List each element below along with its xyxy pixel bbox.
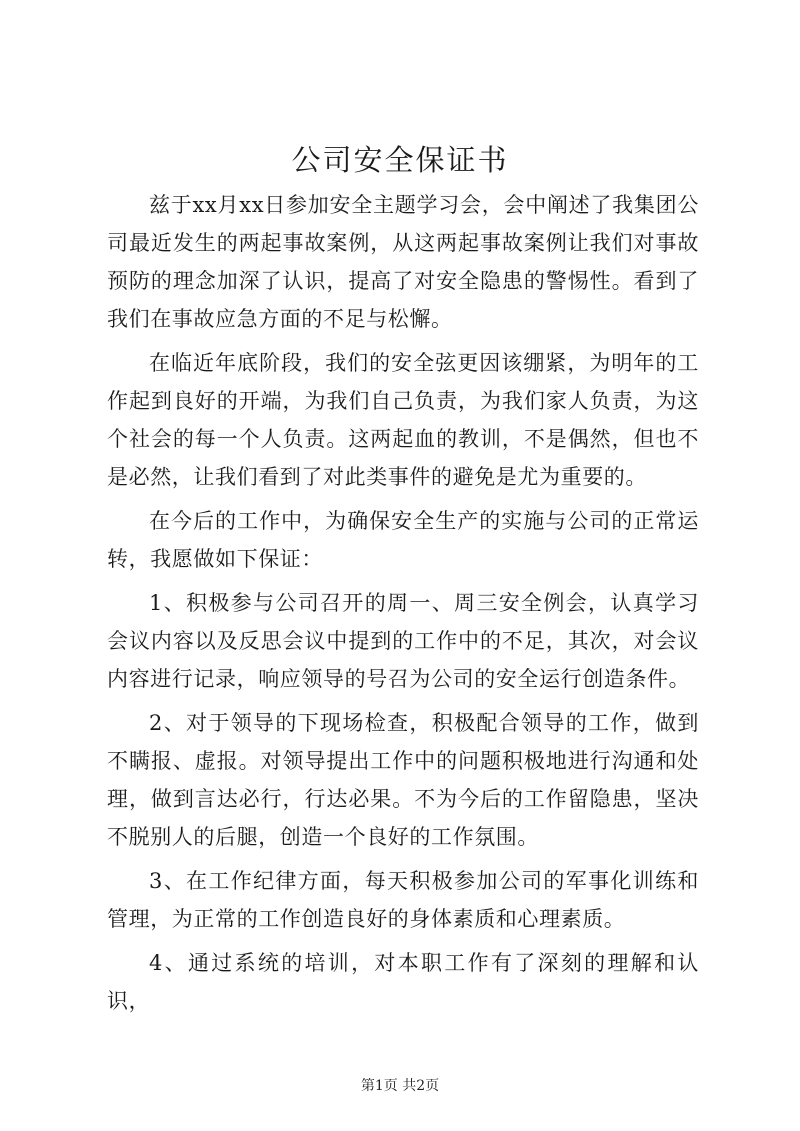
paragraph-item-2: 2、对于领导的下现场检查，积极配合领导的工作，做到不瞒报、虚报。对领导提出工作中的问题积极地进行沟通和处理，做到言达必行，行达必果。不为今后的工作留隐患，坚决不脱别人的后腿，创造一个良好的工作氛围。: [107, 711, 699, 849]
paragraph-year-end: 在临近年底阶段，我们的安全弦更因该绷紧，为明年的工作起到良好的开端，为我们自己负责，为我们家人负责，为这个社会的每一个人负责。这两起血的教训，不是偶然，但也不是必然，让我们看到了对此类事件的避免是尤为重要的。: [107, 351, 699, 489]
paragraph-item-3: 3、在工作纪律方面，每天积极参加公司的军事化训练和管理，为正常的工作创造良好的身体素质和心理素质。: [107, 869, 699, 931]
paragraph-pledge-intro: 在今后的工作中，为确保安全生产的实施与公司的正常运转，我愿做如下保证：: [107, 509, 699, 571]
page-footer: 第1页 共2页: [360, 1078, 440, 1094]
paragraph-intro: 兹于xx月xx日参加安全主题学习会，会中阐述了我集团公司最近发生的两起事故案例，从这两起事故案例让我们对事故预防的理念加深了认识，提高了对安全隐患的警惕性。看到了我们在事故应急方面的不足与松懈。: [107, 193, 699, 331]
document-body: [107, 186, 699, 1026]
paragraph-item-1: 1、积极参与公司召开的周一、周三安全例会，认真学习会议内容以及反思会议中提到的工作中的不足，其次，对会议内容进行记录，响应领导的号召为公司的安全运行创造条件。: [107, 591, 699, 691]
paragraph-item-4: 4、通过系统的培训，对本职工作有了深刻的理解和认识，: [107, 951, 699, 1013]
document-title: 公司安全保证书: [291, 143, 509, 177]
